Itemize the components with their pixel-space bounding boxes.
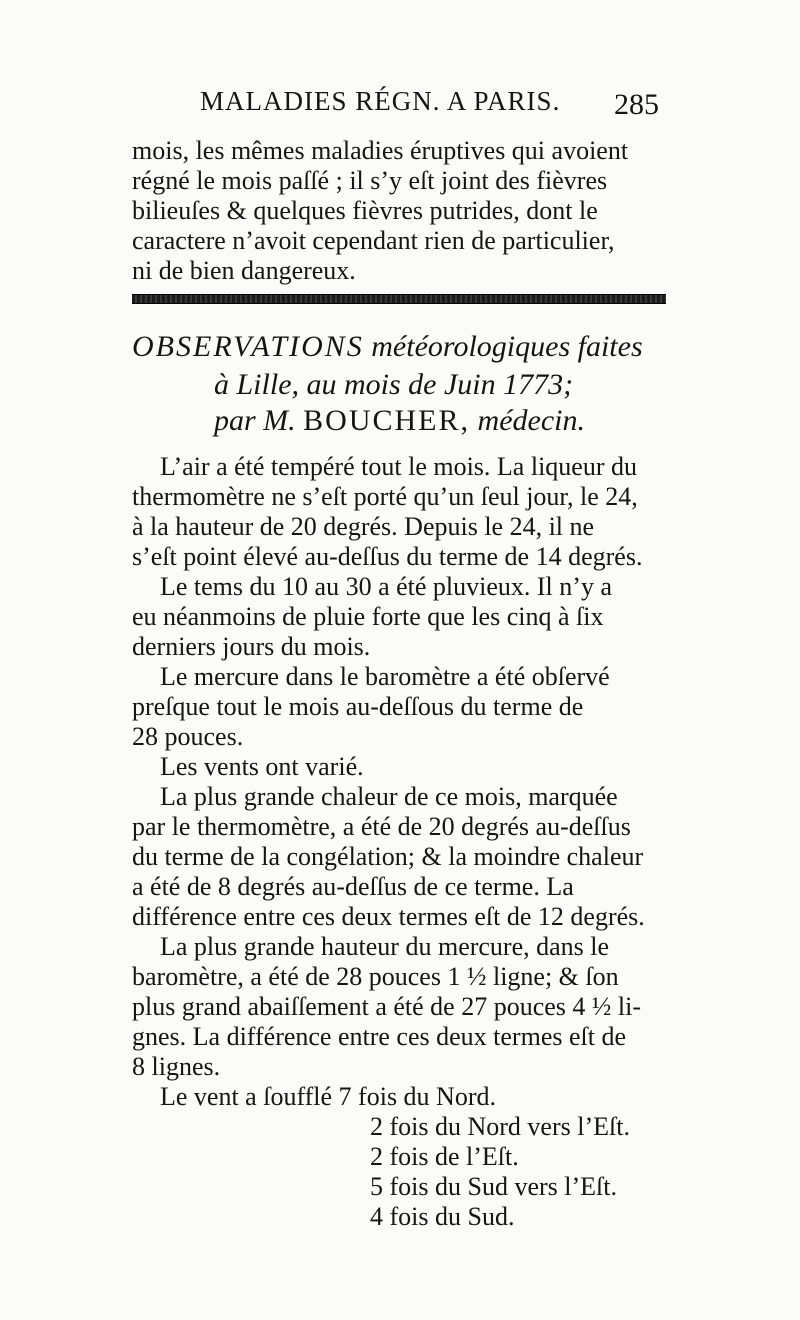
body-line-21: 8 lignes.	[132, 1052, 221, 1081]
body-line-3: à la hauteur de 20 degrés. Depuis le 24, il ne	[132, 512, 595, 541]
body-line-18: baromètre, a été de 28 pouces 1 ½ ligne; & ſon	[132, 962, 619, 991]
body-line-6: eu néanmoins de pluie forte que les cinq à ſix	[132, 602, 604, 631]
article-title-line-1	[132, 330, 643, 364]
wind-list-item: 4 fois du Sud.	[370, 1202, 515, 1231]
body-line-17: La plus grande hauteur du mercure, dans le	[160, 932, 610, 961]
running-header: MALADIES RÉGN. A PARIS.	[200, 86, 561, 116]
body-line-4: s’eſt point élevé au-deſſus du terme de 14 degrés.	[132, 542, 643, 571]
body-line-1: L’air a été tempéré tout le mois. La liqueur du	[160, 452, 637, 481]
intro-line-1: mois, les mêmes maladies éruptives qui avoient	[132, 136, 629, 165]
title-rest: météorologiques faites	[371, 330, 643, 363]
title-caps: OBSERVATIONS	[132, 330, 364, 363]
title-prefix: par M.	[214, 404, 296, 437]
body-line-11: Les vents ont varié.	[160, 752, 364, 781]
wind-list-item: 2 fois de l’Eſt.	[370, 1142, 519, 1171]
wind-list-item: 2 fois du Nord vers l’Eſt.	[370, 1112, 630, 1141]
body-line-2: thermomètre ne s’eſt porté qu’un ſeul jour, le 24,	[132, 482, 638, 511]
body-line-22: Le vent a ſoufflé 7 fois du Nord.	[160, 1082, 496, 1111]
intro-line-5: ni de bien dangereux.	[132, 256, 356, 285]
body-line-10: 28 pouces.	[132, 722, 244, 751]
body-line-16: différence entre ces deux termes eſt de 12 degrés.	[132, 902, 645, 931]
wind-list-item: 5 fois du Sud vers l’Eſt.	[370, 1172, 617, 1201]
body-line-14: du terme de la congélation; & la moindre chaleur	[132, 842, 644, 871]
body-line-13: par le thermomètre, a été de 20 degrés au-deſſus	[132, 812, 631, 841]
section-divider	[132, 294, 666, 304]
page-number: 285	[614, 88, 659, 121]
body-line-9: preſque tout le mois au-deſſous du terme de	[132, 692, 584, 721]
article-title-line-3	[214, 404, 585, 438]
title-suffix: médecin.	[477, 404, 585, 437]
body-line-19: plus grand abaiſſement a été de 27 pouces 4 ½ li-	[132, 992, 642, 1021]
intro-line-2: régné le mois paſſé ; il s’y eſt joint des fièvres	[132, 166, 608, 195]
body-line-7: derniers jours du mois.	[132, 632, 371, 661]
body-line-20: gnes. La différence entre ces deux termes eſt de	[132, 1022, 626, 1051]
article-title-line-2: à Lille, au mois de Juin 1773;	[214, 368, 574, 401]
intro-line-4: caractere n’avoit cependant rien de particulier,	[132, 226, 615, 255]
author-name: BOUCHER,	[303, 404, 471, 437]
body-line-5: Le tems du 10 au 30 a été pluvieux. Il n’y a	[160, 572, 612, 601]
body-line-8: Le mercure dans le baromètre a été obſervé	[160, 662, 610, 691]
intro-line-3: bilieuſes & quelques fièvres putrides, dont le	[132, 196, 598, 225]
body-line-15: a été de 8 degrés au-deſſus de ce terme. La	[132, 872, 574, 901]
body-line-12: La plus grande chaleur de ce mois, marquée	[160, 782, 618, 811]
